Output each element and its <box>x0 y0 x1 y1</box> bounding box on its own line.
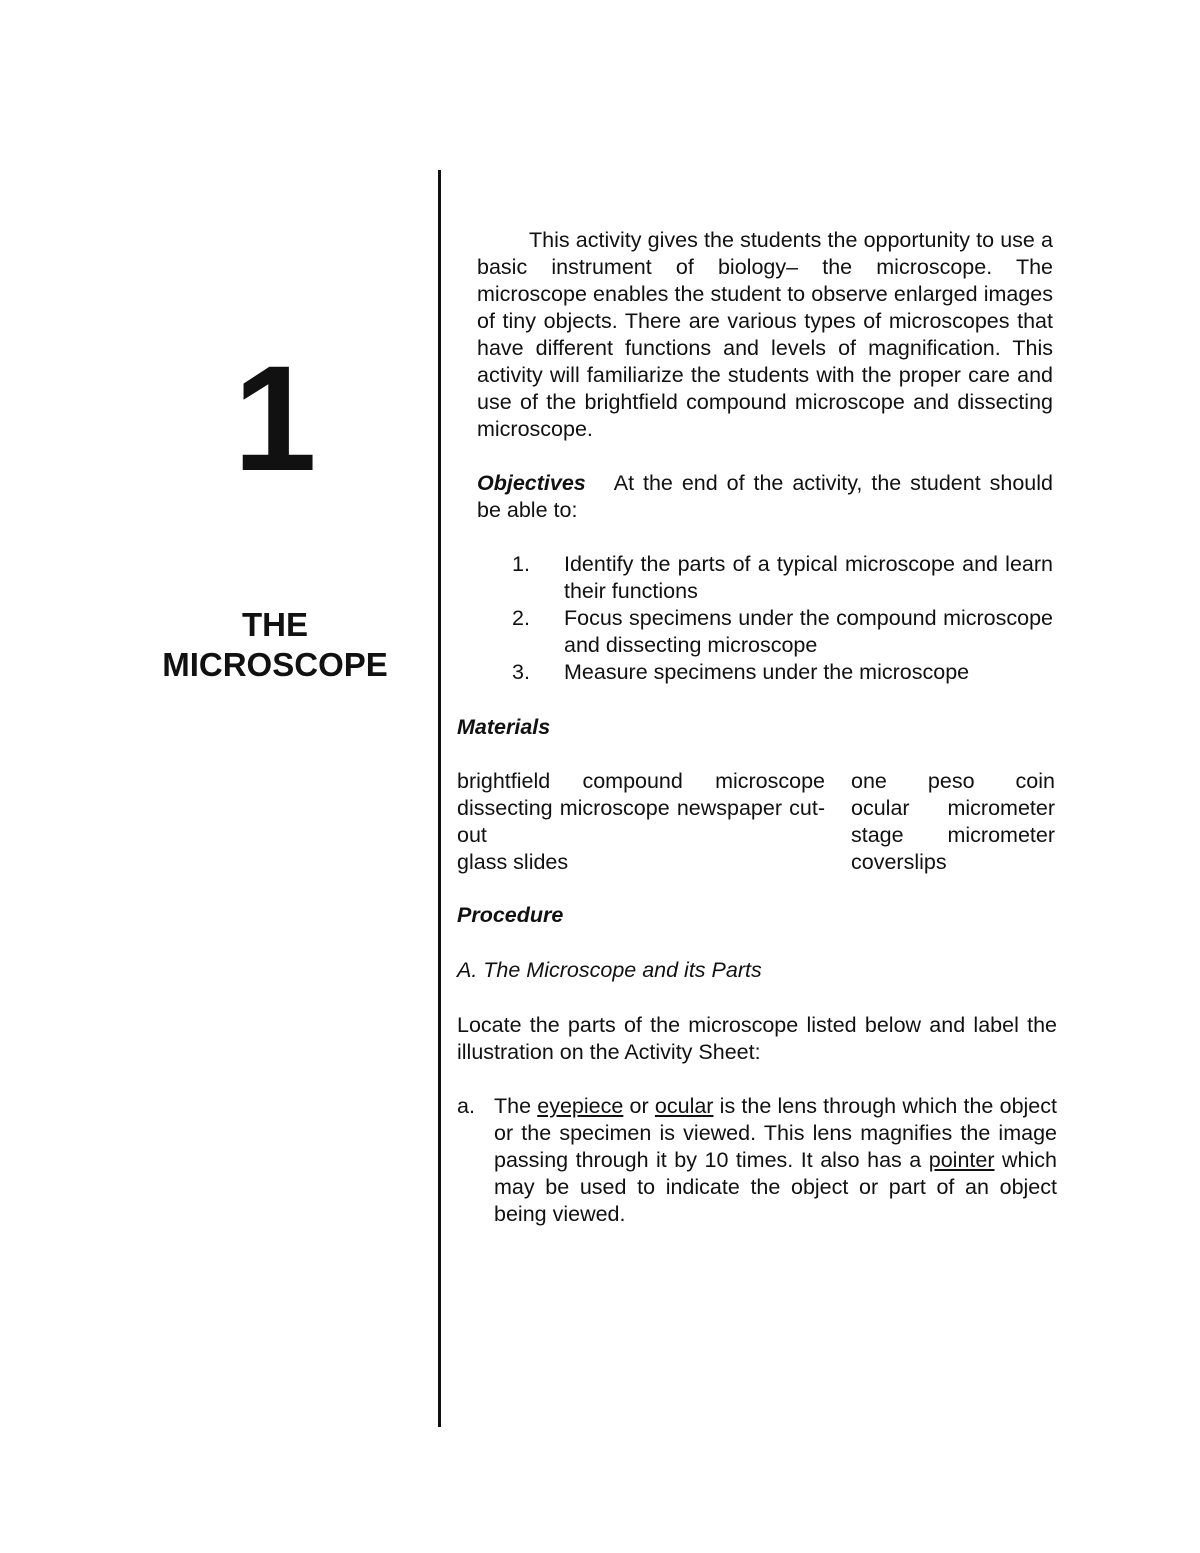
list-item <box>477 605 1053 659</box>
objectives-heading: Objectives <box>477 471 586 495</box>
part-item-a <box>457 1093 1057 1228</box>
chapter-title <box>130 605 420 685</box>
materials-left-text: brightfield compound microscope dissecting microscope newspaper cut-out <box>457 769 825 847</box>
list-item-text: Measure specimens under the microscope <box>564 660 970 684</box>
list-item <box>477 551 1053 605</box>
list-item <box>477 659 1053 686</box>
materials-right-column <box>851 768 1055 876</box>
list-item-number: 1. <box>512 552 530 576</box>
intro-paragraph: This activity gives the students the opportunity to use a basic instrument of biology– the microscope. The microscope enables the student to observe enlarged images of tiny objects. There are various types of microscopes that have different functions and levels of magnification. This activity will familiarize the students with the proper care and use of the brightfield compound microscope and dissecting microscope. <box>477 228 1053 441</box>
term-ocular: ocular <box>654 1094 714 1118</box>
part-item-label: a. <box>457 1094 475 1118</box>
part-text: The <box>494 1094 538 1118</box>
materials-heading: Materials <box>457 715 551 739</box>
materials-left-column <box>457 768 825 876</box>
part-text: or <box>623 1094 655 1118</box>
material-item: coverslips <box>851 850 947 874</box>
section-a-heading: A. The Microscope and its Parts <box>457 958 762 982</box>
list-item-number: 2. <box>512 606 530 630</box>
term-eyepiece: eyepiece <box>537 1094 624 1118</box>
objectives-list <box>477 551 1053 686</box>
material-item: ocular micrometer <box>851 796 1055 820</box>
materials-left-last: glass slides <box>457 850 569 874</box>
chapter-title-line1: THE <box>242 606 308 643</box>
list-item-number: 3. <box>512 660 530 684</box>
part-text: is the lens through which the object or the specimen is viewed. This lens magnifies the image passing through it by 10 times. It also has a <box>494 1094 1057 1172</box>
objectives-text: At the end of the activity, the student should be able to: <box>477 471 1053 522</box>
part-item-body <box>494 1093 1057 1228</box>
chapter-title-line2: MICROSCOPE <box>162 646 388 683</box>
part-text: which may be used to indicate the object or part of an object being viewed. <box>494 1148 1057 1226</box>
material-item: stage micrometer <box>851 823 1055 847</box>
list-item-text: Identify the parts of a typical microscope and learn their functions <box>564 552 1053 603</box>
material-item: one peso coin <box>851 769 1055 793</box>
vertical-divider <box>438 170 441 1427</box>
term-pointer: pointer <box>928 1148 995 1172</box>
procedure-heading: Procedure <box>457 903 564 927</box>
locate-paragraph: Locate the parts of the microscope listed below and label the illustration on the Activity Sheet: <box>457 1013 1057 1064</box>
objectives-paragraph <box>477 470 1053 524</box>
list-item-text: Focus specimens under the compound microscope and dissecting microscope <box>564 606 1053 657</box>
chapter-number: 1 <box>233 334 317 502</box>
